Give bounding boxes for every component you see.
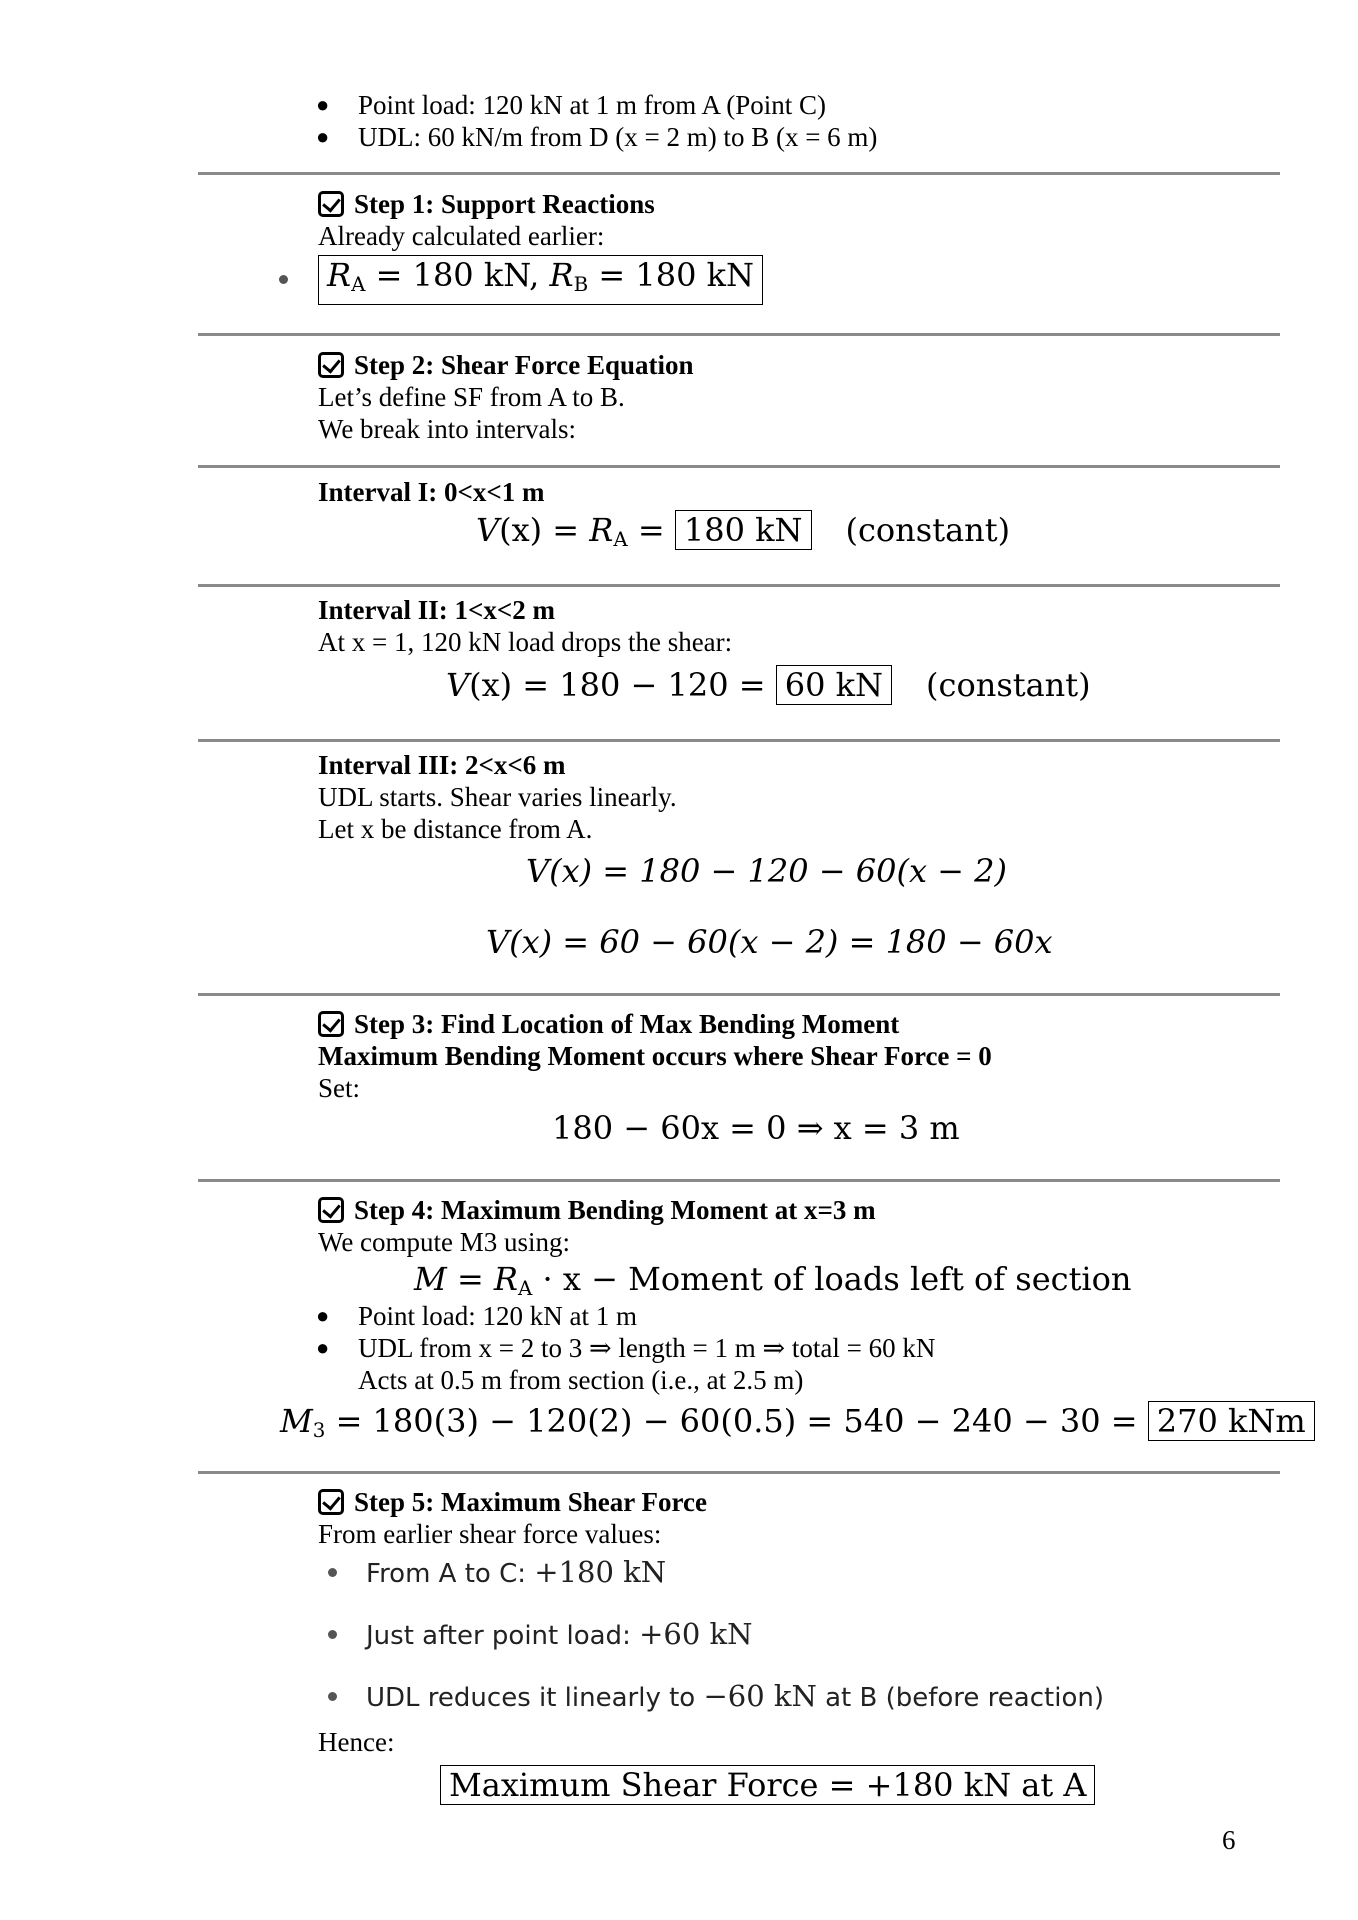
divider xyxy=(198,172,1280,175)
bullet-dot xyxy=(328,1568,337,1577)
step1-text: Already calculated earlier: xyxy=(318,221,605,251)
step3-bold-line: Maximum Bending Moment occurs where Shear Force = 0 xyxy=(318,1041,992,1071)
intro-bullet-2: UDL: 60 kN/m from D (x = 2 m) to B (x = 6 m) xyxy=(358,122,878,152)
step5-result-box: Maximum Shear Force = +180 kN at A xyxy=(440,1765,1095,1805)
checkbox-icon xyxy=(318,1197,344,1223)
step3-title: Step 3: Find Location of Max Bending Moment xyxy=(354,1009,900,1039)
interval3-equation-1: V(x) = 180 − 120 − 60(x − 2) xyxy=(526,852,1007,890)
step4-heading xyxy=(318,1194,876,1226)
divider xyxy=(198,333,1280,336)
step2-line-1: Let’s define SF from A to B. xyxy=(318,382,625,412)
divider xyxy=(198,465,1280,468)
step5-result xyxy=(440,1765,1095,1805)
step3-equation: 180 − 60x = 0 ⇒ x = 3 m xyxy=(552,1109,960,1147)
interval3-line-1: UDL starts. Shear varies linearly. xyxy=(318,782,677,812)
interval2-text: At x = 1, 120 kN load drops the shear: xyxy=(318,627,733,657)
divider xyxy=(198,739,1280,742)
checkbox-icon xyxy=(318,191,344,217)
interval1-equation: $V(x) = R_A = 180$ kN (constant) xyxy=(476,511,1011,551)
interval3-title: Interval III: 2<x<6 m xyxy=(318,750,566,780)
step4-bullet-2: UDL from x = 2 to 3 ⇒ length = 1 m ⇒ total = 60 kN xyxy=(358,1333,936,1363)
step3-text: Set: xyxy=(318,1073,361,1103)
step1-title: Step 1: Support Reactions xyxy=(354,189,655,219)
step5-item-1: From A to C: +180 kN xyxy=(366,1555,667,1589)
step4-final-equation: $M_3 = 180(3) - 120(2) - 60(0.5) = 540 - 240 - 30 = 270$ kNm xyxy=(280,1401,1315,1451)
step5-text: From earlier shear force values: xyxy=(318,1519,662,1549)
interval3-line-2: Let x be distance from A. xyxy=(318,814,593,844)
bullet-dot: ● xyxy=(316,1335,330,1360)
interval2-result-box: 60 kN xyxy=(776,665,892,705)
intro-bullet-1: Point load: 120 kN at 1 m from A (Point C) xyxy=(358,90,827,120)
bullet-dot xyxy=(328,1630,337,1639)
interval2-equation: V(x) = 180 − 120 = 60 kN (constant) xyxy=(446,666,1091,704)
bullet-dot: ● xyxy=(316,1303,330,1328)
page-number: 6 xyxy=(1222,1825,1236,1855)
bullet-dot: ● xyxy=(316,124,330,149)
step1-heading xyxy=(318,188,655,220)
step2-title: Step 2: Shear Force Equation xyxy=(354,350,694,380)
step5-hence: Hence: xyxy=(318,1727,395,1757)
step2-heading xyxy=(318,349,694,381)
step5-item-2: Just after point load: +60 kN xyxy=(366,1617,753,1651)
checkbox-icon xyxy=(318,1011,344,1037)
interval3-equation-2: V(x) = 60 − 60(x − 2) = 180 − 60x xyxy=(486,923,1053,961)
divider xyxy=(198,1179,1280,1182)
divider xyxy=(198,993,1280,996)
step5-item-3: UDL reduces it linearly to −60 kN at B (before reaction) xyxy=(366,1679,1104,1713)
step5-title: Step 5: Maximum Shear Force xyxy=(354,1487,707,1517)
step5-heading xyxy=(318,1486,707,1518)
interval1-result-box: 180 kN xyxy=(675,510,812,550)
step4-bullet-1: Point load: 120 kN at 1 m xyxy=(358,1301,637,1331)
bullet-dot: ● xyxy=(316,92,330,117)
step4-title: Step 4: Maximum Bending Moment at x=3 m xyxy=(354,1195,876,1225)
step4-bullet-2-continuation: Acts at 0.5 m from section (i.e., at 2.5 m) xyxy=(358,1365,804,1395)
interval2-title: Interval II: 1<x<2 m xyxy=(318,595,556,625)
bullet-dot xyxy=(279,275,288,284)
step2-line-2: We break into intervals: xyxy=(318,414,576,444)
checkbox-icon xyxy=(318,1489,344,1515)
step3-heading xyxy=(318,1008,899,1040)
step1-equation: $R_A = 180$ kN, $R_B = 180$ kN xyxy=(318,255,763,305)
checkbox-icon xyxy=(318,352,344,378)
divider xyxy=(198,1471,1280,1474)
step4-equation: $M = R_A \cdot x$ − Moment of loads left of section xyxy=(414,1260,1132,1300)
interval1-title: Interval I: 0<x<1 m xyxy=(318,477,545,507)
step4-result-box: 270 kNm xyxy=(1148,1401,1315,1441)
step4-text: We compute M3 using: xyxy=(318,1227,571,1257)
divider xyxy=(198,584,1280,587)
bullet-dot xyxy=(328,1692,337,1701)
